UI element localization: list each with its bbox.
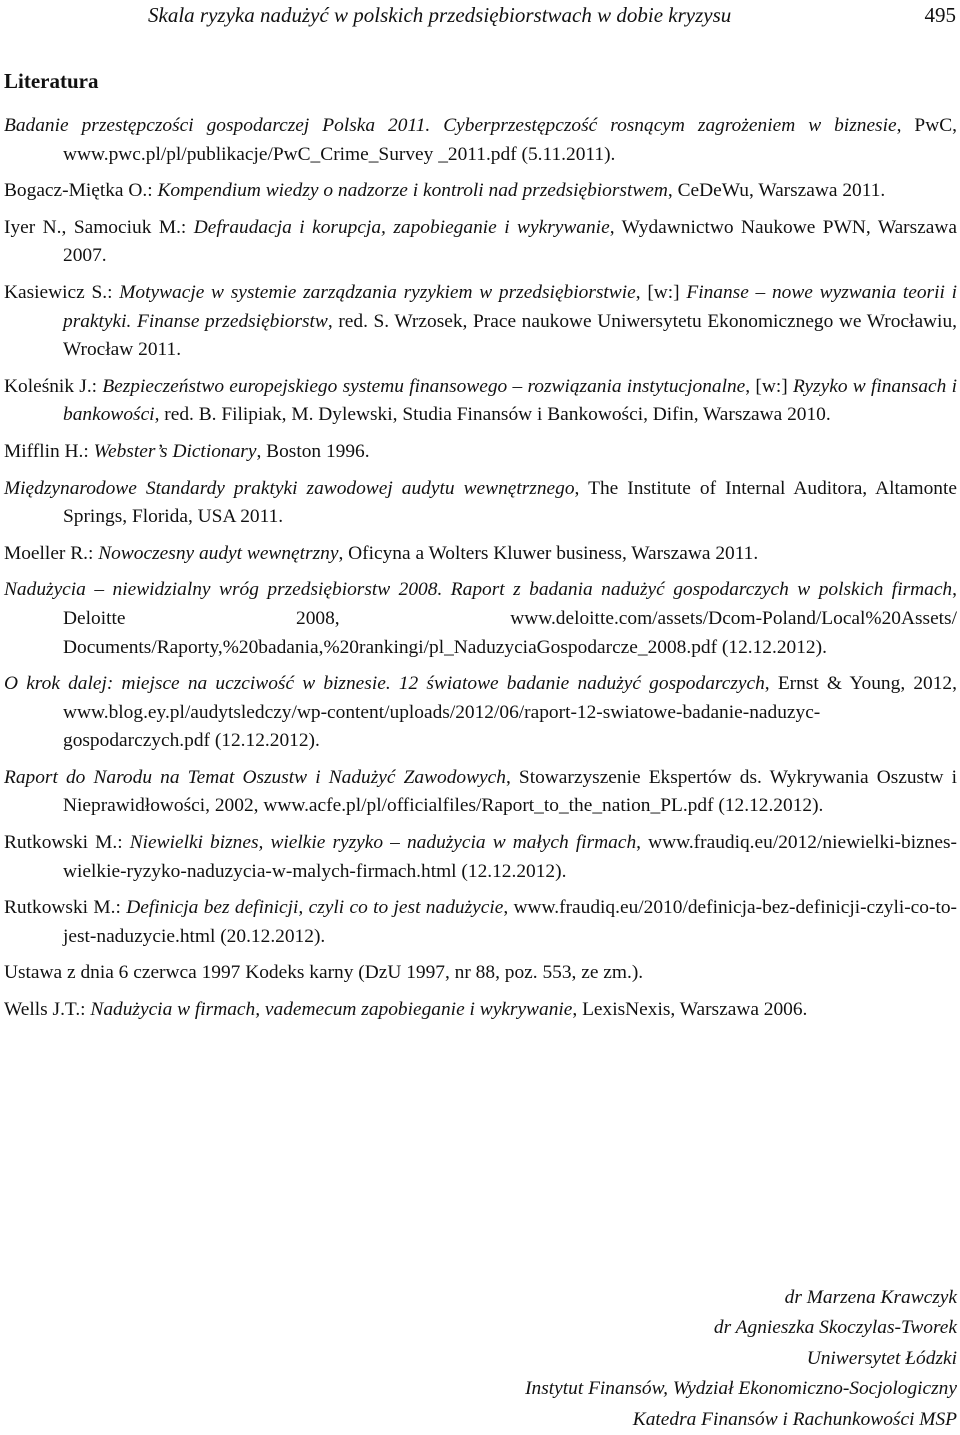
reference-text-segment: Bogacz-Miętka O.: [4,180,158,202]
reference-text-segment: , www.fraudiq.eu/2012/niewielki-biznes-wielkie-ryzyko-naduzycia-w-malych-firmach.html (12.12.2012). [63,832,957,882]
reference-title-segment: Międzynarodowe Standardy praktyki zawodowej audytu wewnętrznego [4,477,575,499]
reference-text-segment: , Oficyna a Wolters Kluwer business, Warszawa 2011. [338,542,759,564]
reference-text-segment: , LexisNexis, Warszawa 2006. [572,999,808,1021]
reference-text-segment: , [w:] [635,281,687,303]
reference-entry [4,829,957,886]
institute-name: Instytut Finansów, Wydział Ekonomiczno-Socjologiczny [525,1378,957,1400]
author-affiliation [257,1283,957,1435]
reference-title-segment: Defraudacja i korupcja, zapobieganie i wykrywanie [193,216,610,238]
reference-title-segment: Nadużycia w firmach, vademecum zapobieganie i wykrywanie [90,999,573,1021]
university-name: Uniwersytet Łódzki [806,1347,957,1369]
reference-entry [4,670,957,756]
reference-text-segment: , CeDeWu, Warszawa 2011. [667,180,886,202]
reference-text-segment: Moeller R.: [4,542,99,564]
author-name: dr Marzena Krawczyk [784,1287,957,1308]
reference-text-segment: , [w:] [745,375,793,397]
reference-entry [4,279,957,365]
reference-text-segment: Iyer N., Samociuk M.: [4,216,194,238]
reference-text-segment: Rutkowski M.: [4,832,130,854]
reference-title-segment: Badanie przestępczości gospodarczej Polska 2011. Cyberprzestępczość rosnącym zagrożeniem w biznesie [4,115,897,136]
reference-title-segment: Definicja bez definicji, czyli co to jest nadużycie [126,897,504,919]
reference-entry [4,373,957,430]
reference-text-segment: Koleśnik J.: [4,375,103,397]
reference-text-segment: Rutkowski M.: [4,897,127,919]
page-number: 495 [924,3,956,27]
reference-text-segment: Ustawa z dnia 6 czerwca 1997 Kodeks karny (DzU 1997, nr 88, poz. 553, ze zm.). [4,962,644,984]
reference-text-segment: , Wydawnictwo Naukowe PWN, Warszawa 2007. [63,216,958,267]
reference-text-segment: , www.fraudiq.eu/2010/definicja-bez-definicji-czyli-co-to-jest-naduzycie.html (20.12.2012). [63,897,957,947]
reference-text-segment: Kasiewicz S.: [4,281,120,303]
reference-title-segment: Raport do Narodu na Temat Oszustw i Nadużyć Zawodowych [4,766,506,788]
reference-title-segment: Bezpieczeństwo europejskiego systemu finansowego – rozwiązania instytucjonalne [102,375,746,397]
reference-title-segment: Niewielki biznes, wielkie ryzyko – nadużycia w małych firmach [129,832,637,854]
reference-entry [4,996,957,1025]
reference-entry [4,214,957,271]
reference-text-segment: , red. B. Filipiak, M. Dylewski, Studia Finansów i Bankowości, Difin, Warszawa 2010. [154,404,831,426]
reference-title-segment: Finanse – nowe wyzwania teorii i praktyki. Finanse przedsiębiorstw [63,281,958,332]
reference-entry [4,540,957,569]
reference-text-segment: Wells J.T.: [4,999,91,1021]
reference-entry [4,894,957,951]
running-title: Skala ryzyka nadużyć w polskich przedsiębiorstwach w dobie kryzysu [148,3,732,27]
reference-entry [4,475,957,532]
reference-title-segment: Nadużycia – niewidzialny wróg przedsiębiorstw 2008. Raport z badania nadużyć gospodarczych w polskich firmach [4,579,953,601]
reference-text-segment: , red. S. Wrzosek, Prace naukowe Uniwersytetu Ekonomicznego we Wrocławiu, Wrocław 2011. [63,310,957,361]
reference-list [4,112,957,1033]
author-name: dr Agnieszka Skoczylas-Tworek [713,1317,957,1339]
reference-title-segment: Motywacje w systemie zarządzania ryzykiem w przedsiębiorstwie [119,281,636,303]
reference-text-segment: , Deloitte 2008, www.deloitte.com/assets/Dcom-Poland/Local%20Assets/ Documents/Raporty,%20badania,%20rankingi/pl_NaduzyciaGospodarcze_2008.pdf (12.12.2012). [63,579,957,658]
reference-text-segment: , Ernst & Young, 2012, www.blog.ey.pl/audytsledczy/wp-content/uploads/2012/06/raport-12-swiatowe-badanie-naduzyc-gospodarczych.pdf (12.12.2012). [63,673,957,752]
reference-text-segment: , The Institute of Internal Auditora, Altamonte Springs, Florida, USA 2011. [63,477,957,528]
reference-title-segment: Kompendium wiedzy o nadzorze i kontroli nad przedsiębiorstwem [157,180,668,202]
reference-text-segment: Mifflin H.: [4,440,94,462]
reference-entry [4,177,957,206]
running-header [148,2,956,28]
department-name: Katedra Finansów i Rachunkowości MSP [632,1408,957,1430]
reference-title-segment: Webster’s Dictionary [93,440,257,462]
reference-text-segment: , Stowarzyszenie Ekspertów ds. Wykrywania Oszustw i Nieprawidłowości, 2002, www.acfe.pl/pl/officialfiles/Raport_to_the_nation_PL.pdf (12.12.2012). [63,766,957,817]
reference-text-segment: , Boston 1996. [256,440,370,462]
reference-entry [4,959,957,988]
reference-text-segment: , PwC, www.pwc.pl/pl/publikacje/PwC_Crime_Survey _2011.pdf (5.11.2011). [63,115,957,165]
reference-entry [4,764,957,821]
reference-title-segment: Nowoczesny audyt wewnętrzny [98,542,339,564]
reference-title-segment: O krok dalej: miejsce na uczciwość w biznesie. 12 światowe badanie nadużyć gospodarczych [4,673,765,695]
section-heading: Literatura [4,69,99,93]
reference-entry [4,112,957,169]
reference-title-segment: Ryzyko w finansach i bankowości [63,375,957,426]
reference-entry [4,576,957,662]
reference-entry [4,438,957,467]
